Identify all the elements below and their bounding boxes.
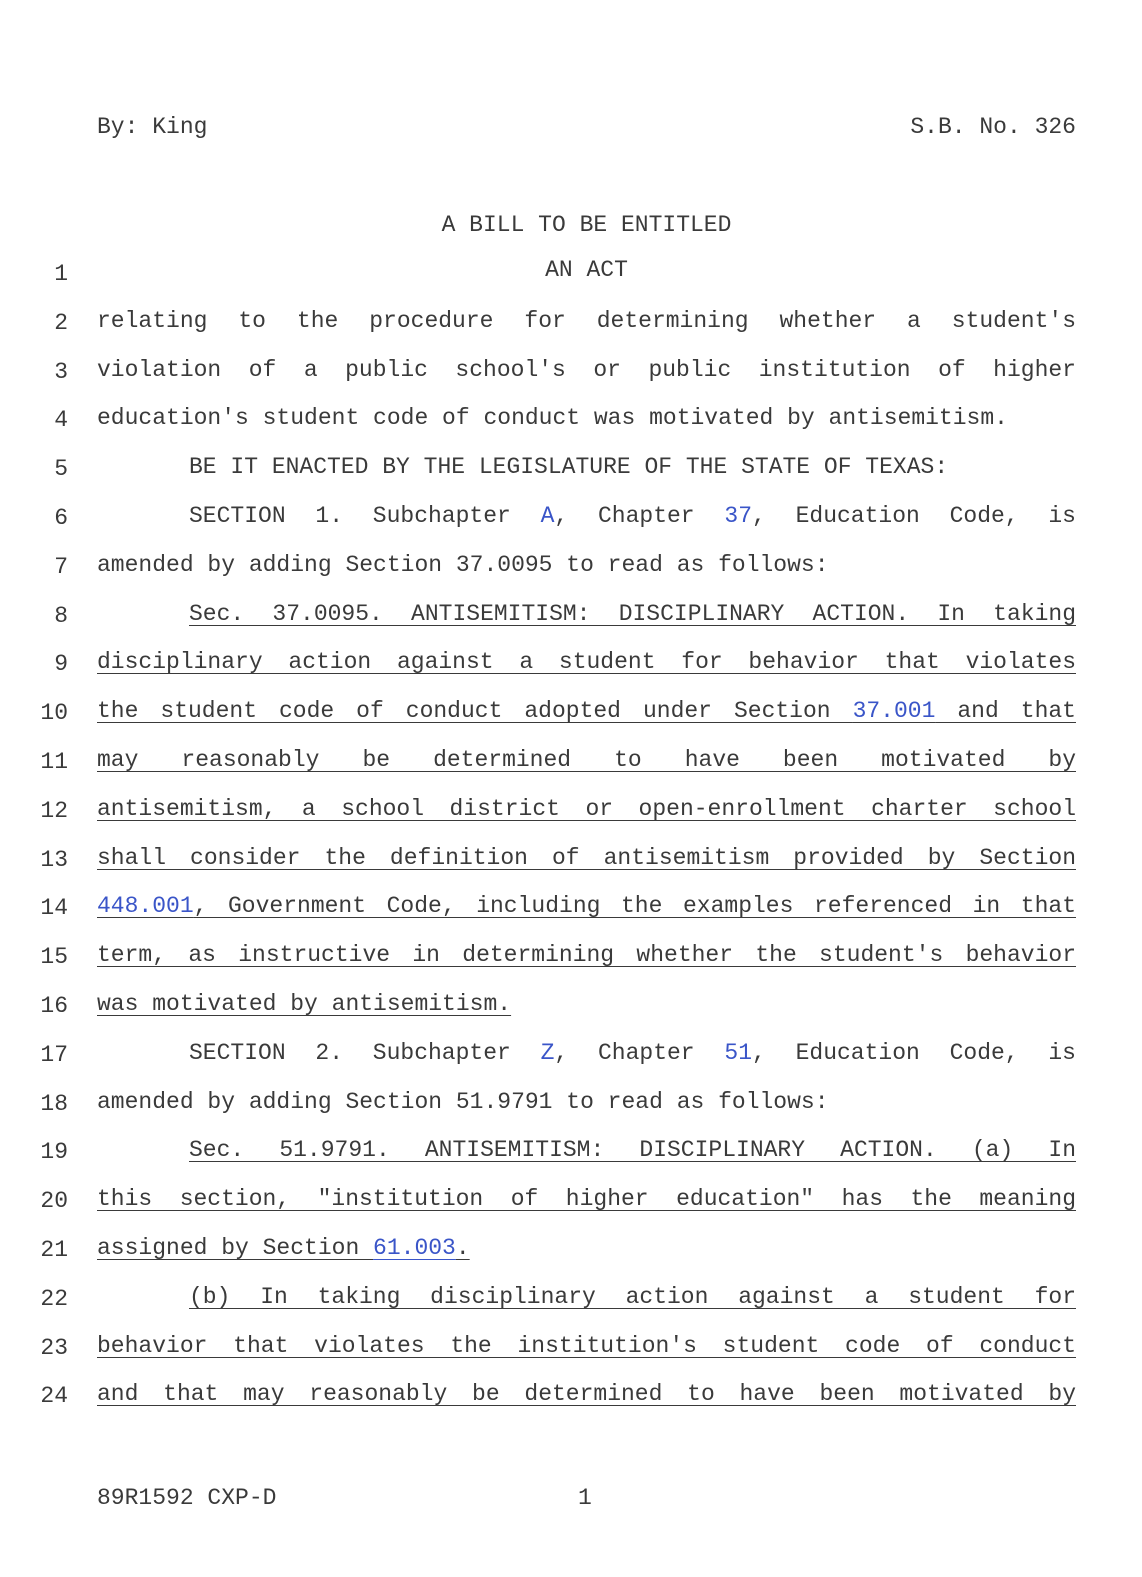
sec-37-0095-heading: [97, 599, 1076, 629]
line-number: 9: [54, 651, 68, 678]
statute-text: , Government Code, including the examples referenced in that: [193, 893, 1076, 920]
statute-line: disciplinary action against a student for behavior that violates: [97, 649, 1076, 676]
statute-line: [97, 891, 1076, 921]
act-heading: AN ACT: [545, 257, 628, 283]
statute-line: [97, 1233, 1076, 1263]
line-number: 19: [40, 1139, 68, 1166]
line-number: 18: [40, 1090, 68, 1117]
line-number: 24: [40, 1383, 68, 1410]
chapter-51-link[interactable]: 51: [724, 1039, 752, 1066]
line-number: 17: [40, 1041, 68, 1068]
statute-line: [97, 989, 1076, 1019]
statute-line: [97, 696, 1076, 726]
line-number: 16: [40, 993, 68, 1019]
statute-line: and that may reasonably be determined to have been motivated by: [97, 1381, 1076, 1408]
line-number: 2: [54, 309, 68, 336]
statute-line: this section, "institution of higher education" has the meaning: [97, 1186, 1076, 1213]
statute-text: was motivated by antisemitism.: [97, 991, 512, 1017]
sec-51-9791-text: Sec. 51.9791. ANTISEMITISM: DISCIPLINARY ACTION. (a) In: [189, 1137, 1076, 1164]
statute-line: antisemitism, a school district or open-enrollment charter school: [97, 795, 1076, 822]
line-number: 10: [40, 700, 68, 727]
sec-37-0095-text: Sec. 37.0095. ANTISEMITISM: DISCIPLINARY ACTION. In taking: [189, 600, 1076, 627]
page-number: 1: [578, 1485, 592, 1511]
line-number: 22: [40, 1285, 68, 1312]
chapter-label: , Chapter: [554, 1039, 725, 1066]
statute-text: assigned by Section: [97, 1235, 374, 1261]
subchapter-z-link[interactable]: Z: [540, 1039, 555, 1066]
statute-line: [97, 1282, 1076, 1312]
section-1-suffix: , Education Code, is: [752, 503, 1076, 529]
statute-text: and that: [935, 698, 1076, 725]
statute-text: the student code of conduct adopted under Section: [97, 698, 853, 725]
line-number: 11: [40, 749, 68, 775]
line-number: 12: [40, 797, 68, 824]
line-number: 5: [54, 456, 68, 483]
line-number: 14: [40, 895, 68, 922]
statute-line: may reasonably be determined to have been motivated by: [97, 747, 1076, 773]
section-1-prefix: SECTION 1. Subchapter: [189, 503, 541, 529]
bill-title: A BILL TO BE ENTITLED: [441, 212, 732, 238]
section-1-heading: [97, 501, 1076, 531]
bill-author: By: King: [97, 114, 208, 140]
section-2-amend-line: amended by adding Section 51.9791 to read as follows:: [97, 1088, 829, 1115]
statute-line: term, as instructive in determining whether the student's behavior: [97, 942, 1076, 969]
line-number: 1: [54, 261, 68, 287]
line-number: 6: [54, 505, 68, 531]
line-number: 8: [54, 602, 68, 629]
section-61-003-link[interactable]: 61.003: [373, 1235, 456, 1261]
section-2-suffix: , Education Code, is: [752, 1039, 1076, 1066]
line-number: 23: [40, 1334, 68, 1361]
statute-text: .: [455, 1235, 470, 1261]
section-1-amend-line: amended by adding Section 37.0095 to read as follows:: [97, 551, 829, 578]
line-number: 20: [40, 1188, 68, 1215]
line-number: 13: [40, 846, 68, 873]
section-2-prefix: SECTION 2. Subchapter: [189, 1039, 541, 1066]
line-number: 21: [40, 1237, 68, 1263]
enacting-clause: BE IT ENACTED BY THE LEGISLATURE OF THE STATE OF TEXAS:: [189, 454, 949, 481]
caption-line: relating to the procedure for determining whether a student's: [97, 307, 1076, 334]
chapter-37-link[interactable]: 37: [724, 503, 752, 529]
line-number: 15: [40, 944, 68, 971]
statute-line: behavior that violates the institution's student code of conduct: [97, 1332, 1076, 1359]
statute-text: (b) In taking disciplinary action against a student for: [189, 1283, 1076, 1310]
line-number: 7: [54, 553, 68, 580]
section-448-001-link[interactable]: 448.001: [97, 893, 194, 920]
subchapter-a-link[interactable]: A: [540, 503, 555, 529]
section-2-heading: [97, 1038, 1076, 1068]
caption-line: education's student code of conduct was motivated by antisemitism.: [97, 405, 1008, 432]
caption-line: violation of a public school's or public institution of higher: [97, 356, 1076, 383]
statute-line: shall consider the definition of antisemitism provided by Section: [97, 844, 1076, 871]
line-number: 3: [54, 358, 68, 385]
line-number: 4: [54, 407, 68, 434]
chapter-label: , Chapter: [554, 503, 725, 529]
sec-51-9791-heading: [97, 1135, 1076, 1165]
bill-draft-code: 89R1592 CXP-D: [97, 1485, 277, 1511]
bill-number: S.B. No. 326: [910, 114, 1076, 140]
section-37-001-link[interactable]: 37.001: [852, 698, 936, 725]
